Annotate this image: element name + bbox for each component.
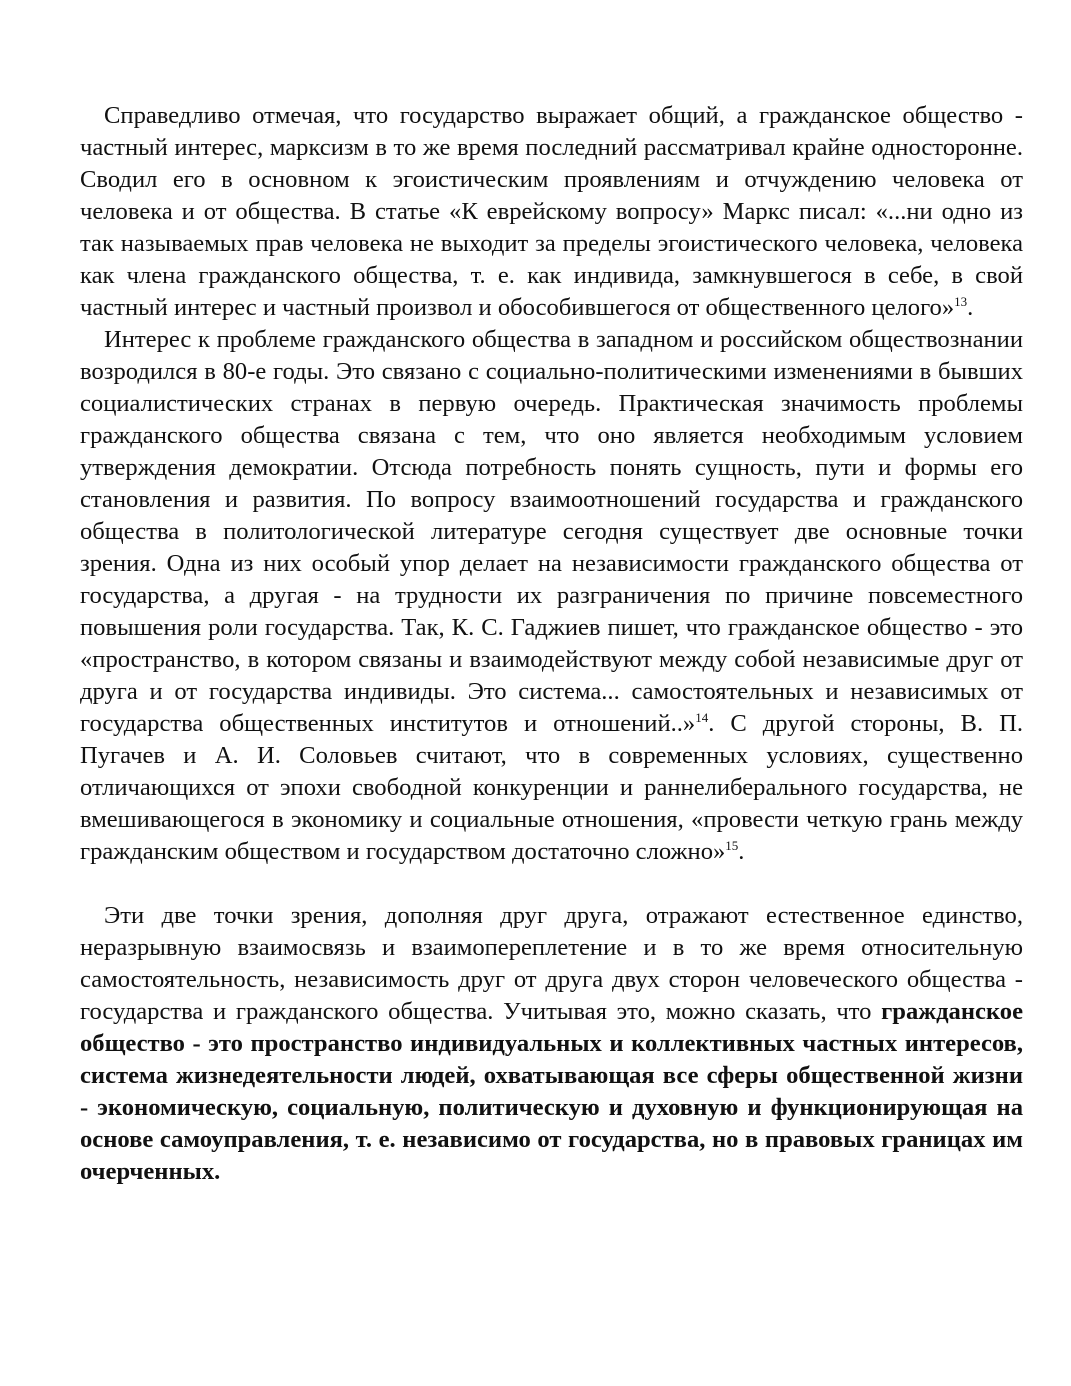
paragraph-civil-society-interest — [80, 324, 1023, 868]
definition-bold-text: гражданское общество - это пространство индивидуальных и коллективных частных интересов, система жизнедеятельности людей, охватывающая все сферы общественной жизни - экономическую, социальную, политическую и духовную и функционирующая на основе самоуправления, т. е. независимо от государства, но в правовых границах им очерченных. — [80, 998, 1023, 1185]
paragraph-text-continued: . С другой стороны, В. П. Пугачев и А. И. Соловьев считают, что в современных условиях, существенно отличающихся от эпохи свободной конкуренции и раннелиберального государства, не вмешивающегося в экономику и социальные отношения, «провести четкую грань между гражданским обществом и государством достаточно сложно» — [80, 710, 1023, 865]
document-page — [80, 100, 1023, 1188]
paragraph-text: Интерес к проблеме гражданского общества в западном и российском обществознании возродился в 80-е годы. Это связано с социально-политическими изменениями в бывших социалистических странах в первую очередь. Практическая значимость проблемы гражданского общества связана с тем, что оно является необходимым условием утверждения демократии. Отсюда потребность понять сущность, пути и формы его становления и развития. По вопросу взаимоотношений государства и гражданского общества в политологической литературе сегодня существует две основные точки зрения. Одна из них особый упор делает на независимости гражданского общества от государства, а другая - на трудности их разграничения по причине повсеместного повышения роли государства. Так, К. С. Гаджиев пишет, что гражданское общество - это «пространство, в котором связаны и взаимодействуют между собой независимые друг от друга и от государства индивиды. Это система... самостоятельных и независимых от государства общественных институтов и отношений..» — [80, 326, 1023, 737]
footnote-ref-15[interactable]: 15 — [725, 838, 739, 853]
footnote-ref-13[interactable]: 13 — [954, 294, 968, 309]
paragraph-text: Эти две точки зрения, дополняя друг друга, отражают естественное единство, неразрывную взаимосвязь и взаимопереплетение и в то же время относительную самостоятельность, независимость друг от друга двух сторон человеческого общества - государства и гражданского общества. Учитывая это, можно сказать, что — [80, 902, 1023, 1025]
paragraph-marxism — [80, 100, 1023, 324]
paragraph-tail: . — [738, 838, 745, 865]
paragraph-tail: . — [967, 294, 974, 321]
paragraph-text: Справедливо отмечая, что государство выражает общий, а гражданское общество - частный интерес, марксизм в то же время последний рассматривал крайне односторонне. Сводил его в основном к эгоистическим проявлениям и отчуждению человека от человека и от общества. В статье «К еврейскому вопросу» Маркс писал: «...ни одно из так называемых прав человека не выходит за пределы эгоистического человека, человека как члена гражданского общества, т. е. как индивида, замкнувшегося в себе, в свой частный интерес и частный произвол и обособившегося от общественного целого» — [80, 102, 1023, 321]
footnote-ref-14[interactable]: 14 — [695, 710, 709, 725]
paragraph-definition — [80, 900, 1023, 1188]
